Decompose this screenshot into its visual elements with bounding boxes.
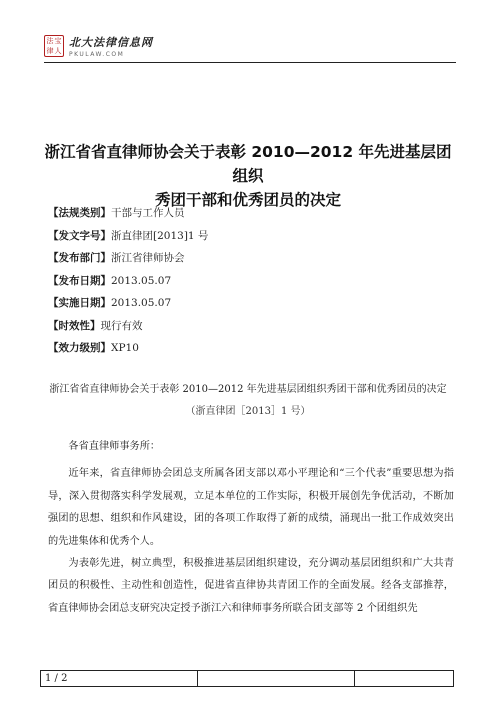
document-number: （浙直律团［2013］1 号） <box>185 406 311 417</box>
salutation: 各省直律师事务所： <box>68 441 161 452</box>
meta-row-publish-date: 【发布日期】2013.05.07 <box>48 274 172 287</box>
title-line-2: 秀团干部和优秀团员的决定 <box>154 191 341 209</box>
pkulaw-logo <box>44 34 153 58</box>
brand-text <box>69 34 153 58</box>
header-divider <box>44 62 456 63</box>
brand-name-en: PKULAW.COM <box>69 51 125 58</box>
document-body <box>48 436 454 614</box>
page-number: 1 / 2 <box>41 671 198 686</box>
paragraph-1: 近年来，省直律师协会团总支所属各团支部以邓小平理论和“三个代表”重要思想为指导，深入贯彻落实科学发展观，立足本单位的工作实际，积极开展创先争优活动，不断加强团的思想、组织和作风建设，团的各项工作取得了新的成绩，涌现出一批工作成效突出的先进集体和优秀个人。 <box>48 468 454 547</box>
paragraph-2: 为表彰先进，树立典型，积极推进基层团组织建设，充分调动基层团组织和广大共青团员的积极性、主动性和创造性，促进省直律协共青团工作的全面发展。经各支部推荐，省直律师协会团总支研究决定授予浙江六和律师事务所联合团支部等 2 个团组织先 <box>48 558 454 614</box>
title-line-1: 浙江省省直律师协会关于表彰 2010—2012 年先进基层团组织 <box>44 143 452 185</box>
document-heading <box>40 379 456 423</box>
document-heading-title: 浙江省省直律师协会关于表彰 2010—2012 年先进基层团组织秀团干部和优秀团员的决定 <box>49 384 447 395</box>
meta-row-issuer: 【发布部门】浙江省律师协会 <box>48 252 185 264</box>
meta-row-validity: 【时效性】现行有效 <box>48 319 143 332</box>
meta-row-effective-date: 【实施日期】2013.05.07 <box>48 297 172 309</box>
brand-name-cn: 北大法律信息网 <box>69 36 153 49</box>
footer-cell-blank <box>355 671 453 686</box>
meta-row-doc-number: 【发文字号】浙直律团[2013]1 号 <box>48 229 209 242</box>
page-footer-table <box>40 670 454 687</box>
metadata-block <box>48 202 208 360</box>
footer-cell-blank <box>198 671 355 686</box>
meta-row-level: 【效力级别】XP10 <box>48 342 139 354</box>
seal-icon: 法 宝 律 人 <box>44 35 64 57</box>
meta-row-category: 【法规类别】干部与工作人员 <box>48 207 185 219</box>
